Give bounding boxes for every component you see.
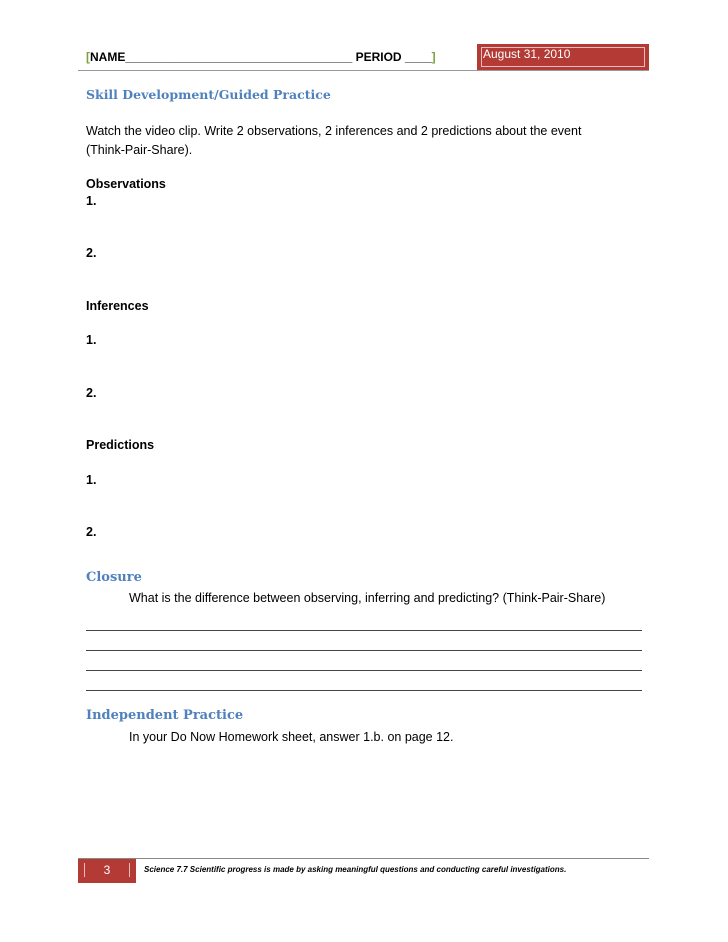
inferences-heading: Inferences [86, 299, 149, 313]
independent-heading: Independent Practice [86, 708, 244, 723]
bracket-close: ] [431, 50, 436, 64]
date-box [477, 44, 649, 70]
skill-heading: Skill Development/Guided Practice [86, 87, 331, 102]
independent-text: In your Do Now Homework sheet, answer 1.b. on page 12. [129, 730, 454, 744]
inference-item-2: 2. [86, 386, 97, 400]
page-header [78, 44, 649, 71]
bracket-open: [ [86, 50, 90, 64]
name-period-line [86, 50, 436, 64]
observation-item-1: 1. [86, 194, 97, 208]
answer-line-1 [86, 630, 642, 631]
prediction-item-2: 2. [86, 525, 97, 539]
page-number: 3 [103, 863, 111, 877]
page-number-box [78, 859, 136, 883]
closure-heading: Closure [86, 570, 142, 585]
answer-line-3 [86, 670, 642, 671]
instruction-line-2: (Think-Pair-Share). [86, 143, 193, 157]
name-period-text: NAME__________________________________ PERIOD ____ [90, 50, 432, 64]
footer-rule [78, 858, 649, 859]
answer-line-2 [86, 650, 642, 651]
date-text: August 31, 2010 [483, 47, 571, 61]
prediction-item-1: 1. [86, 473, 97, 487]
footer-text: Science 7.7 Scientific progress is made by asking meaningful questions and conducting careful investigations. [144, 865, 567, 874]
observation-item-2: 2. [86, 246, 97, 260]
observations-heading: Observations [86, 177, 166, 191]
instruction-line-1: Watch the video clip. Write 2 observations, 2 inferences and 2 predictions about the event [86, 124, 582, 138]
inference-item-1: 1. [86, 333, 97, 347]
predictions-heading: Predictions [86, 438, 155, 452]
answer-line-4 [86, 690, 642, 691]
closure-question: What is the difference between observing, inferring and predicting? (Think-Pair-Share) [129, 591, 606, 605]
